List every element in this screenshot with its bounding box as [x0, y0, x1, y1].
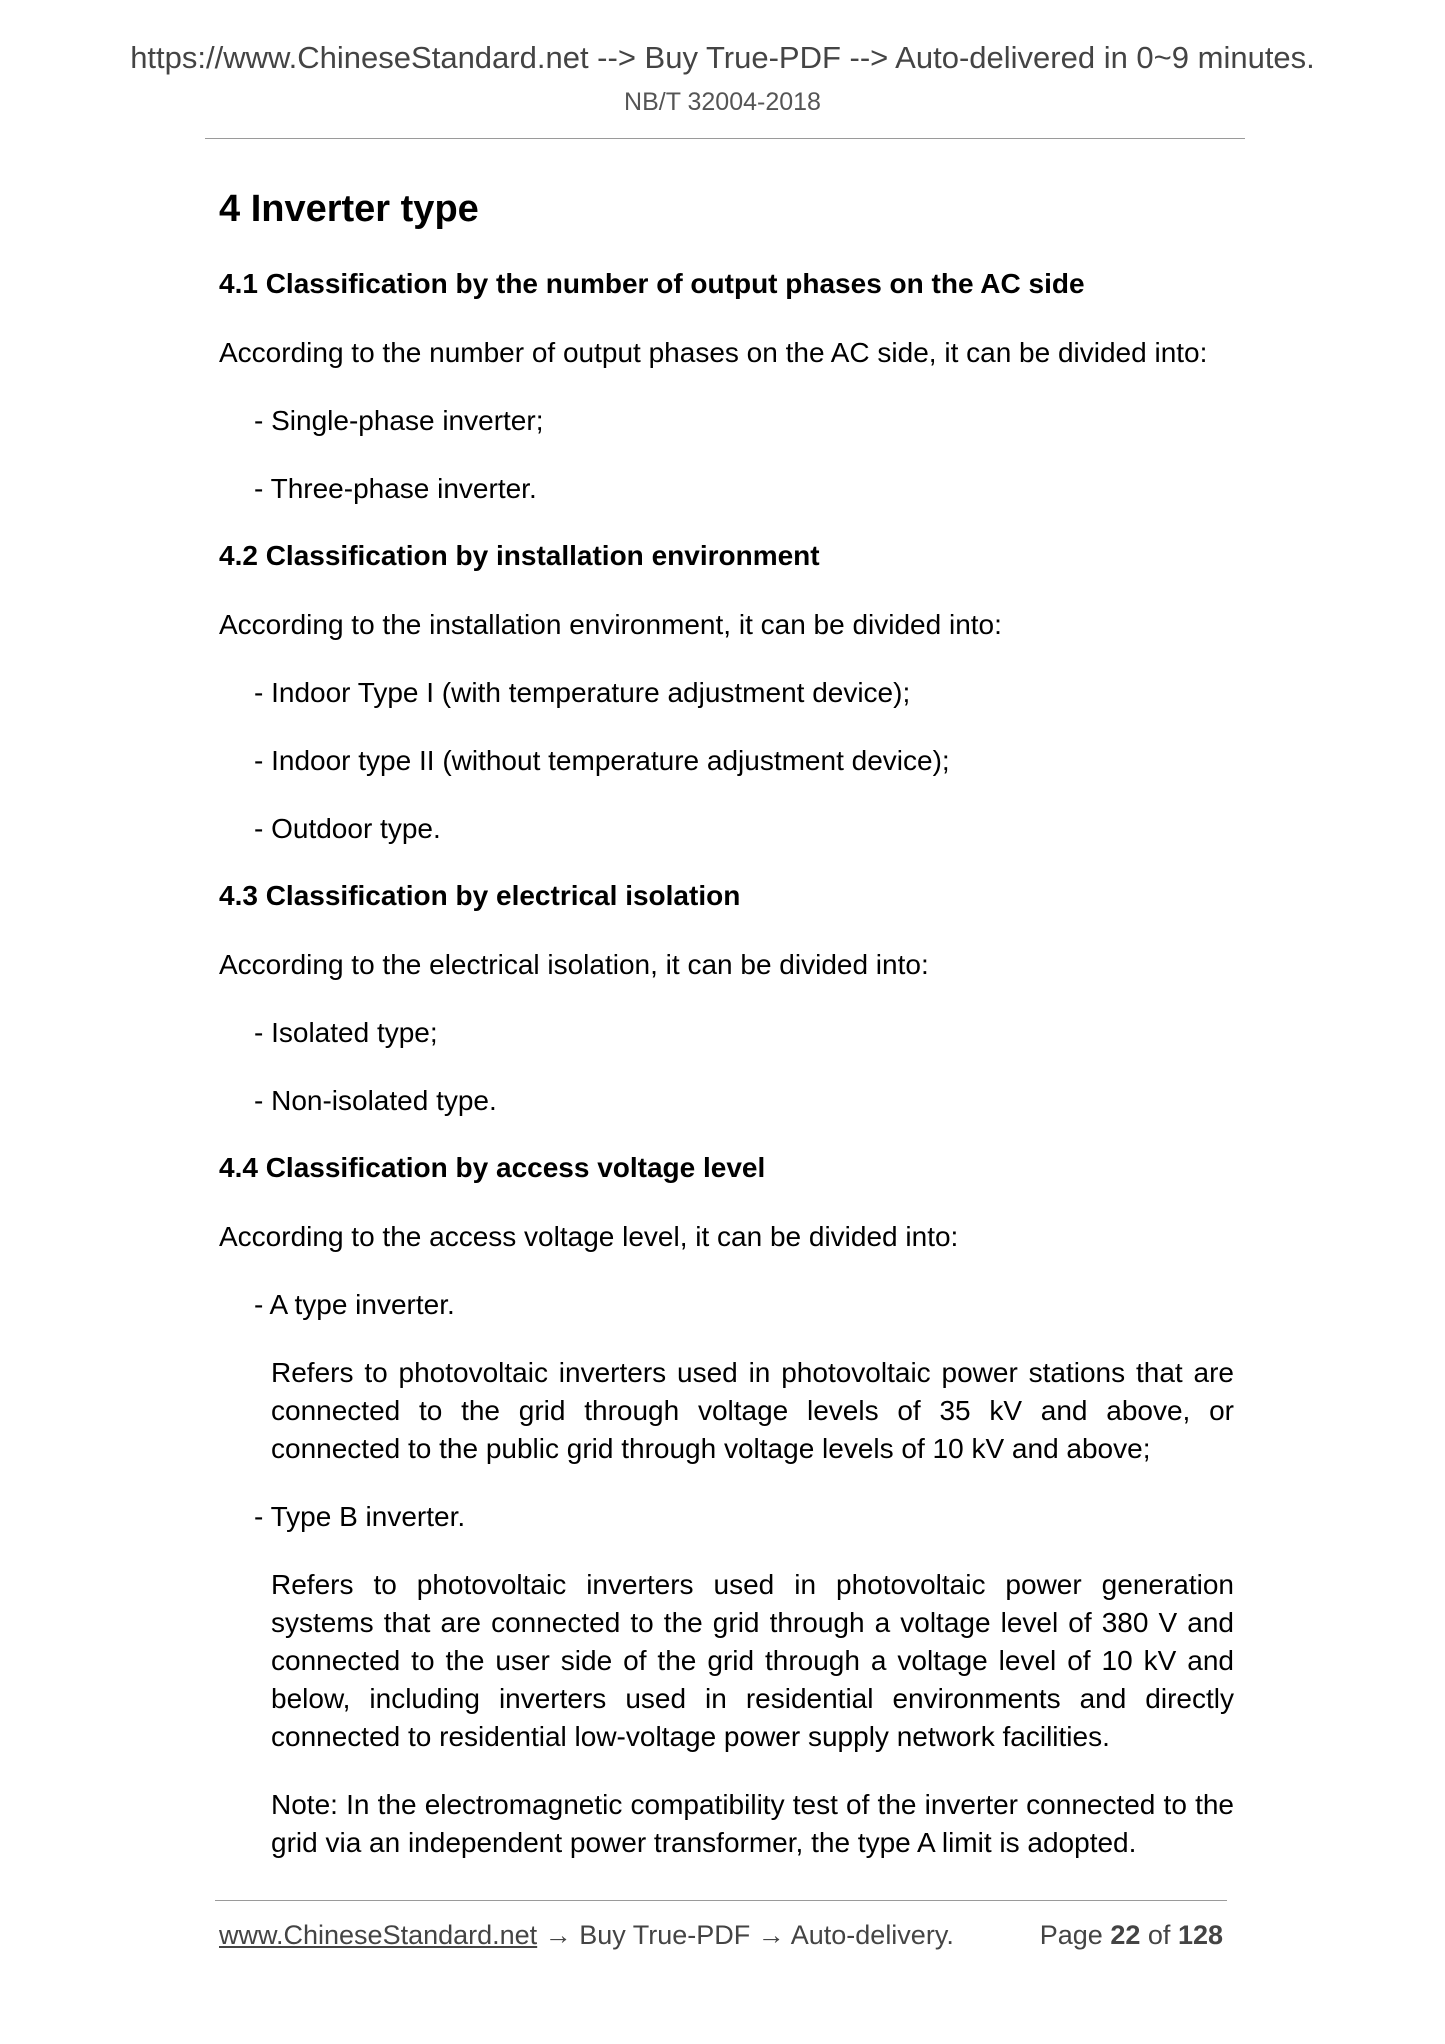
intro-4-4: According to the access voltage level, it can be divided into:: [219, 1221, 959, 1252]
list-item-type-a: - A type inverter.: [254, 1289, 455, 1320]
heading-4-4: 4.4 Classification by access voltage level: [219, 1152, 766, 1183]
list-item-type-b: - Type B inverter.: [254, 1501, 466, 1532]
heading-4-3: 4.3 Classification by electrical isolation: [219, 880, 741, 911]
list-item: - Three-phase inverter.: [254, 473, 537, 504]
page-content: [219, 186, 1234, 1892]
intro-4-3: According to the electrical isolation, it can be divided into:: [219, 949, 929, 980]
page-current: 22: [1110, 1920, 1141, 1950]
section-title: 4 Inverter type: [219, 188, 479, 230]
page-total: 128: [1177, 1920, 1223, 1950]
intro-4-1: According to the number of output phases on the AC side, it can be divided into:: [219, 337, 1208, 368]
footer-site-link[interactable]: www.ChineseStandard.net: [219, 1920, 538, 1950]
of-label: of: [1147, 1920, 1171, 1950]
header-banner: https://www.ChineseStandard.net --> Buy True-PDF --> Auto-delivered in 0~9 minutes.: [130, 40, 1315, 75]
list-item: - Isolated type;: [254, 1017, 438, 1048]
description-type-a: Refers to photovoltaic inverters used in photovoltaic power stations that are connected to the grid through voltage levels of 35 kV and above, or connected to the public grid through voltage levels of 10 kV and above;: [271, 1357, 1234, 1464]
description-type-b: Refers to photovoltaic inverters used in photovoltaic power generation systems that are connected to the grid through a voltage level of 380 V and connected to the user side of the grid through a voltage level of 10 kV and below, including inverters used in residential environments and directly connected to residential low-voltage power supply network facilities.: [271, 1569, 1234, 1752]
document-number: NB/T 32004-2018: [624, 88, 821, 116]
list-item: - Non-isolated type.: [254, 1085, 497, 1116]
list-item: - Single-phase inverter;: [254, 405, 544, 436]
note: Note: In the electromagnetic compatibility test of the inverter connected to the grid via an independent power transformer, the type A limit is adopted.: [271, 1789, 1234, 1858]
heading-4-1: 4.1 Classification by the number of output phases on the AC side: [219, 268, 1085, 299]
heading-4-2: 4.2 Classification by installation environment: [219, 540, 820, 571]
intro-4-2: According to the installation environment, it can be divided into:: [219, 609, 1002, 640]
footer: [219, 1920, 1223, 1951]
list-item: - Indoor Type I (with temperature adjustment device);: [254, 677, 911, 708]
footer-trail: → Buy True-PDF → Auto-delivery.: [537, 1920, 954, 1950]
header-divider: [205, 138, 1245, 139]
page-indicator: [1040, 1920, 1223, 1951]
page-label: Page: [1039, 1920, 1103, 1950]
list-item: - Outdoor type.: [254, 813, 441, 844]
footer-divider: [215, 1900, 1227, 1901]
list-item: - Indoor type II (without temperature adjustment device);: [254, 745, 950, 776]
